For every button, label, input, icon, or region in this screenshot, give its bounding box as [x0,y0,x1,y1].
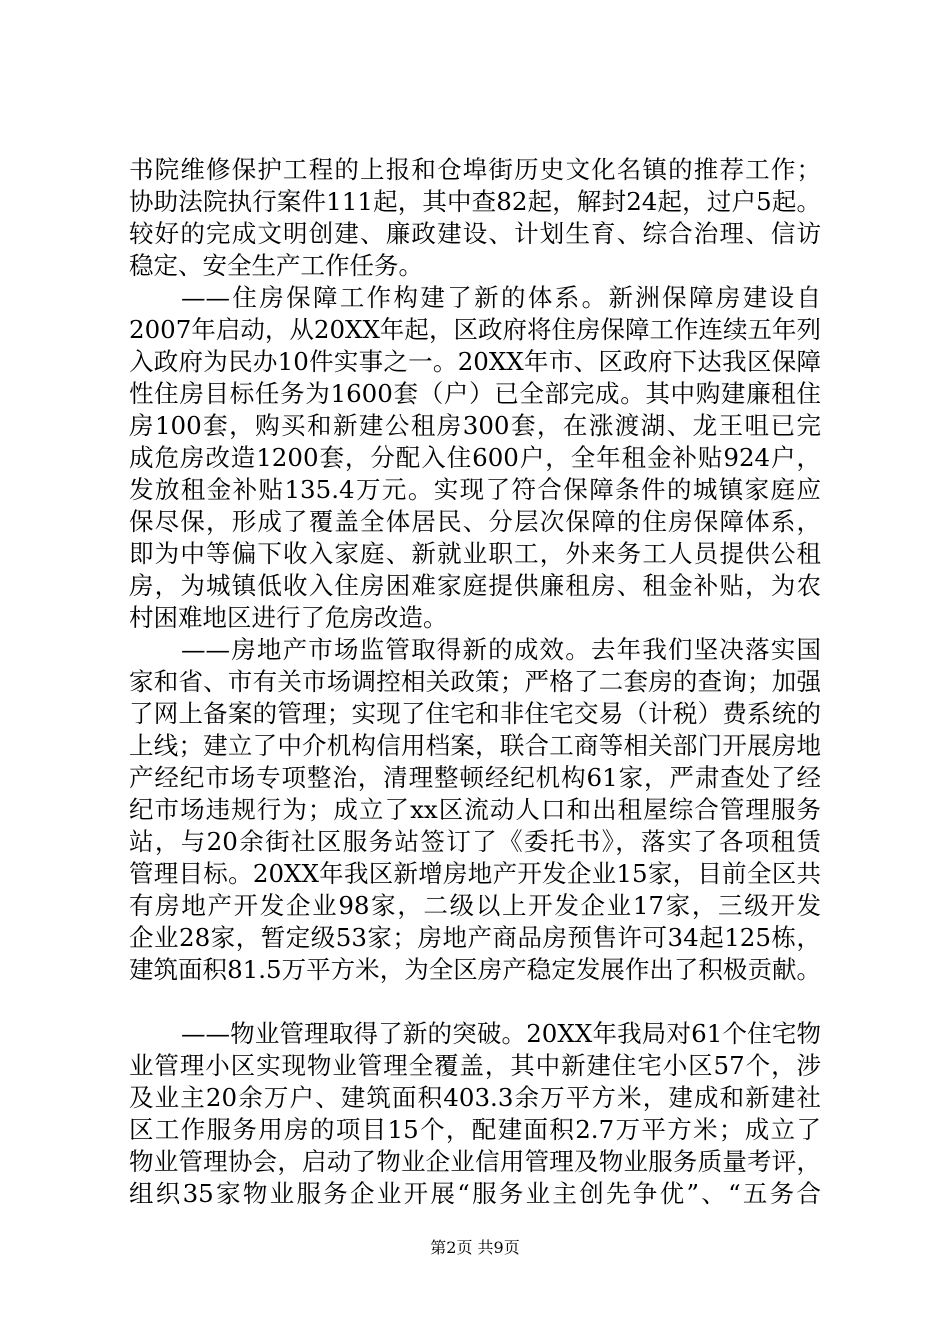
text-line: 入政府为民办10件实事之一。20XX年市、区政府下达我区保障 [129,347,821,376]
text-line: 纪市场违规行为；成立了xx区流动人口和出租屋综合管理服务 [129,795,821,824]
text-line: 组织35家物业服务企业开展“服务业主创先争优”、“五务合 [129,1179,821,1208]
text-line: 发放租金补贴135.4万元。实现了符合保障条件的城镇家庭应 [129,475,821,504]
text-line: 房，为城镇低收入住房困难家庭提供廉租房、租金补贴，为农 [129,571,821,600]
text-line: 家和省、市有关市场调控相关政策；严格了二套房的查询；加强 [129,667,821,696]
text-line: 保尽保，形成了覆盖全体居民、分层次保障的住房保障体系， [129,507,821,536]
text-line: 管理目标。20XX年我区新增房地产开发企业15家，目前全区共 [129,859,821,888]
text-line: 即为中等偏下收入家庭、新就业职工，外来务工人员提供公租 [129,539,821,568]
paragraph-heading-real-estate: ——房地产市场监管取得新的成效。去年我们坚决落实国 [181,635,821,664]
text-line: 上线；建立了中介机构信用档案，联合工商等相关部门开展房地 [129,731,821,760]
text-line: 企业28家，暂定级53家；房地产商品房预售许可34起125栋， [129,923,821,952]
text-line: 2007年启动，从20XX年起，区政府将住房保障工作连续五年列 [129,315,821,344]
text-line: 站，与20余街社区服务站签订了《委托书》，落实了各项租赁 [129,827,821,856]
text-line: 书院维修保护工程的上报和仓埠街历史文化名镇的推荐工作； [129,155,821,184]
text-line: 业管理小区实现物业管理全覆盖，其中新建住宅小区57个，涉 [129,1051,821,1080]
paragraph-heading-property-management: ——物业管理取得了新的突破。20XX年我局对61个住宅物 [181,1019,821,1048]
text-line: 性住房目标任务为1600套（户）已全部完成。其中购建廉租住 [129,379,821,408]
text-line: 了网上备案的管理；实现了住宅和非住宅交易（计税）费系统的 [129,699,821,728]
text-line: 村困难地区进行了危房改造。 [129,603,448,632]
text-line: 较好的完成文明创建、廉政建设、计划生育、综合治理、信访 [129,219,821,248]
text-line: 区工作服务用房的项目15个，配建面积2.7万平方米；成立了 [129,1115,821,1144]
text-line: 稳定、安全生产工作任务。 [129,251,423,280]
text-line: 及业主20余万户、建筑面积403.3余万平方米，建成和新建社 [129,1083,821,1112]
text-line: 协助法院执行案件111起，其中查82起，解封24起，过户5起。 [129,187,821,216]
paragraph-heading-housing-security: ——住房保障工作构建了新的体系。新洲保障房建设自 [181,283,821,312]
text-line: 成危房改造1200套，分配入住600户，全年租金补贴924户， [129,443,821,472]
text-line: 房100套，购买和新建公租房300套，在涨渡湖、龙王咀已完 [129,411,821,440]
text-line: 有房地产开发企业98家，二级以上开发企业17家，三级开发 [129,891,821,920]
text-line: 建筑面积81.5万平方米，为全区房产稳定发展作出了积极贡献。 [129,955,821,984]
text-line: 物业管理协会，启动了物业企业信用管理及物业服务质量考评， [129,1147,821,1176]
page-number-footer: 第2页 共9页 [430,1238,520,1257]
text-line: 产经纪市场专项整治，清理整顿经纪机构61家，严肃查处了经 [129,763,821,792]
